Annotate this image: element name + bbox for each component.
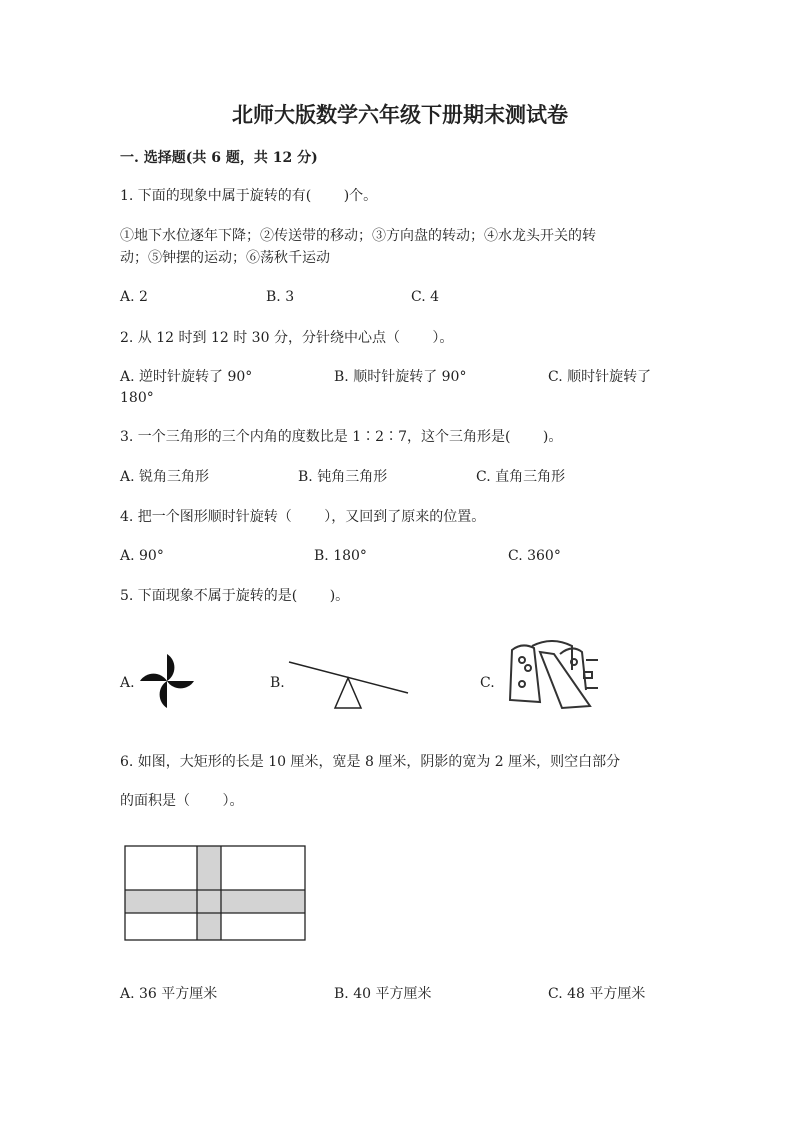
q1-text: 动；⑤钟摆的运动；⑥荡秋千运动 [120,250,330,266]
page-title: 北师大版数学六年级下册期末测试卷 [232,102,568,127]
q1-option-b: B. 3 [266,289,295,305]
q3-option-a: A. 锐角三角形 [120,469,210,485]
q3-stem: 3. 一个三角形的三个内角的度数比是 1∶2∶7，这个三角形是( )。 [120,429,563,445]
q2-option-c-cont: 180° [120,390,154,406]
q4-option-b: B. 180° [314,548,367,564]
q5-option-a: A. [120,675,135,691]
q1-text: ①地下水位逐年下降；②传送带的移动；③方向盘的转动；④水龙头开关的转 [120,228,596,244]
q6-option-c: C. 48 平方厘米 [548,986,646,1002]
q2-stem: 2. 从 12 时到 12 时 30 分，分针绕中心点（ ）。 [120,330,454,346]
q4-option-c: C. 360° [508,548,561,564]
slide-image [502,640,602,712]
q2-option-a: A. 逆时针旋转了 90° [120,369,253,385]
q5-stem: 5. 下面现象不属于旋转的是( )。 [120,588,350,604]
q3-option-c: C. 直角三角形 [476,469,566,485]
q2-option-c: C. 顺时针旋转了 [548,369,652,385]
q5-option-c: C. [480,675,495,691]
q6-option-a: A. 36 平方厘米 [120,986,218,1002]
q1-stem: 1. 下面的现象中属于旋转的有( )个。 [120,188,378,204]
section-header: 一. 选择题(共 6 题，共 12 分) [120,150,318,166]
q4-stem: 4. 把一个图形顺时针旋转（ ），又回到了原来的位置。 [120,509,486,525]
rectangle-figure [124,845,307,942]
q1-option-c: C. 4 [411,289,440,305]
q5-option-b: B. [270,675,285,691]
q6-stem: 6. 如图，大矩形的长是 10 厘米，宽是 8 厘米，阴影的宽为 2 厘米，则空白部分 [120,754,621,770]
q3-option-b: B. 钝角三角形 [298,469,388,485]
q6-option-b: B. 40 平方厘米 [334,986,432,1002]
pinwheel-image [138,652,196,710]
q1-option-a: A. 2 [120,289,148,305]
q6-stem-cont: 的面积是（ ）。 [120,793,244,809]
q2-option-b: B. 顺时针旋转了 90° [334,369,467,385]
q4-option-a: A. 90° [120,548,164,564]
seesaw-image [285,658,410,713]
